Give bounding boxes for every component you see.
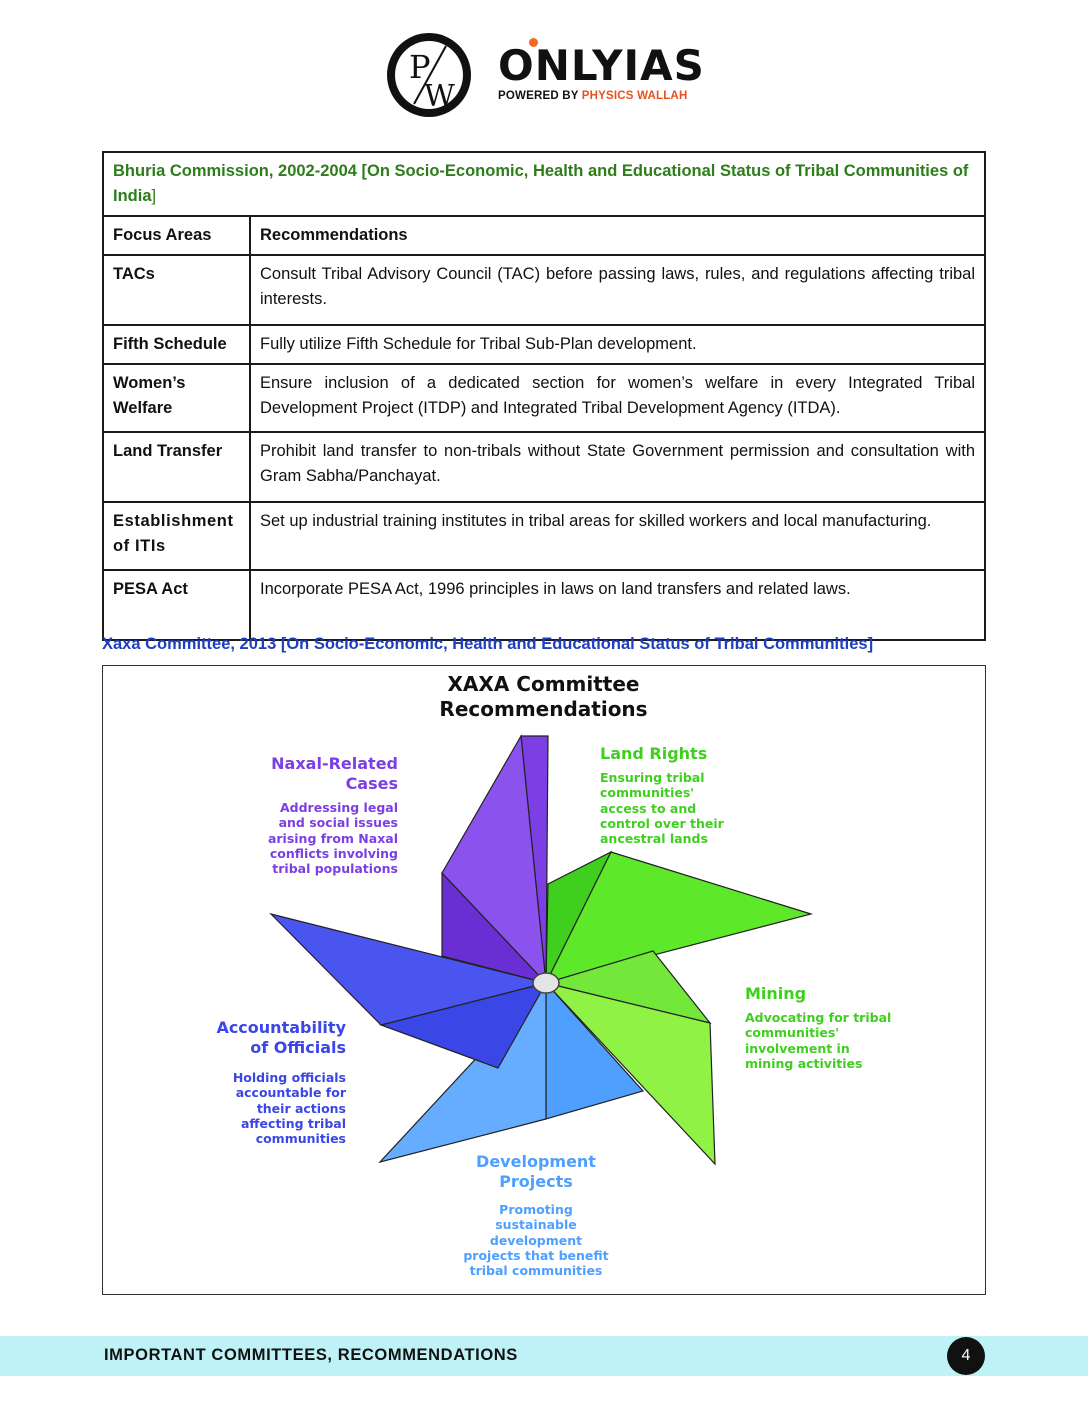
label-development [443,1152,629,1278]
table-row [103,364,985,432]
desc-line: and social issues [278,815,398,831]
table-title [103,152,985,216]
label-land-rights [600,744,800,846]
figure-title-line2: Recommendations [439,697,648,721]
figure-title [103,672,984,722]
desc-line: accountable for [235,1085,346,1101]
brand-tagline-highlight: PHYSICS WALLAH [581,90,688,102]
brand [498,41,705,102]
label-development-desc [443,1202,629,1278]
recommendation-cell: Ensure inclusion of a dedicated section for women’s welfare in every Integrated Tribal Development Project (ITDP) and Integrated Tribal Development Agency (ITDA). [250,364,985,432]
desc-line: Addressing legal [279,800,398,815]
label-land-desc [600,770,800,846]
desc-line: development [489,1232,583,1248]
label-accountability [163,1018,346,1146]
recommendation-cell: Consult Tribal Advisory Council (TAC) before passing laws, rules, and regulations affecting tribal interests. [250,255,985,325]
focus-cell: Fifth Schedule [103,325,250,364]
label-development-heading-1: Development [476,1152,596,1171]
column-header-focus: Focus Areas [103,216,250,255]
label-mining-desc [745,1010,945,1071]
desc-line: involvement in [745,1040,850,1056]
label-land-heading: Land Rights [600,744,708,763]
recommendation-cell: Prohibit land transfer to non-tribals without State Government permission and consultation with Gram Sabha/Panchayat. [250,432,985,502]
svg-text:W: W [424,79,455,114]
recommendation-cell: Incorporate PESA Act, 1996 principles in laws on land transfers and related laws. [250,570,985,640]
pinwheel-hub [533,973,559,993]
label-mining [745,984,945,1071]
recommendation-cell: Fully utilize Fifth Schedule for Tribal Sub-Plan development. [250,325,985,364]
figure-title-line1: XAXA Committee [447,672,640,696]
desc-line: Promoting [499,1202,573,1217]
label-naxal-heading-2: Cases [345,774,398,793]
desc-line: mining activities [745,1055,863,1071]
label-accountability-heading-1: Accountability [216,1018,346,1037]
table-title-bracket: ] [151,187,157,205]
table-row [103,502,985,570]
column-header-recommendations: Recommendations [250,216,985,255]
desc-line: Advocating for tribal [745,1010,892,1025]
table-row [103,570,985,640]
desc-line: communities' [745,1025,840,1041]
table-title-text: Bhuria Commission, 2002-2004 [On Socio-Economic, Health and Educational Status of Tribal Communities of India [113,162,969,205]
recommendation-cell: Set up industrial training institutes in tribal areas for skilled workers and local manufacturing. [250,502,985,570]
footer-bar [0,1336,1088,1376]
label-mining-heading: Mining [745,984,807,1003]
desc-line: conflicts involving [269,845,398,861]
desc-line: affecting tribal [241,1115,346,1131]
label-naxal-desc [213,800,398,876]
table-title-row [103,152,985,216]
focus-cell: PESA Act [103,570,250,640]
desc-line: communities [255,1131,346,1147]
focus-cell: Women’s Welfare [103,364,250,432]
desc-line: tribal communities [469,1263,603,1279]
brand-name: ONLYIAS [498,41,705,90]
table-row [103,255,985,325]
desc-line: tribal populations [272,861,398,877]
focus-cell: TACs [103,255,250,325]
desc-line: projects that benefit [463,1247,609,1263]
table-row [103,432,985,502]
pw-logo-icon [386,32,472,118]
desc-line: sustainable [495,1217,577,1233]
brand-tagline [498,90,705,102]
label-development-heading-2: Projects [499,1172,573,1191]
focus-cell: Establishment of ITIs [103,502,250,570]
desc-line: control over their [600,815,724,831]
svg-text:P: P [409,48,431,86]
desc-line: ancestral lands [600,831,708,847]
desc-line: Ensuring tribal [600,770,705,785]
bhuria-table [102,151,986,641]
label-naxal-heading-1: Naxal-Related [271,754,398,773]
label-naxal [213,754,398,876]
table-row [103,325,985,364]
focus-cell: Land Transfer [103,432,250,502]
desc-line: arising from Naxal [267,830,398,846]
xaxa-heading: Xaxa Committee, 2013 [On Socio-Economic, Health and Educational Status of Tribal Communities] [102,635,874,653]
label-accountability-heading-2: of Officials [250,1038,346,1057]
desc-line: access to and [600,800,697,816]
brand-tagline-prefix: POWERED BY [498,90,582,102]
desc-line: Holding officials [232,1070,346,1085]
desc-line: communities' [600,785,695,801]
label-accountability-desc [201,1070,346,1146]
xaxa-figure [102,665,986,1295]
desc-line: their actions [256,1100,346,1116]
footer-title: IMPORTANT COMMITTEES, RECOMMENDATIONS [104,1346,518,1364]
header-logos [386,30,706,120]
page-number: 4 [947,1337,985,1375]
table-header-row [103,216,985,255]
